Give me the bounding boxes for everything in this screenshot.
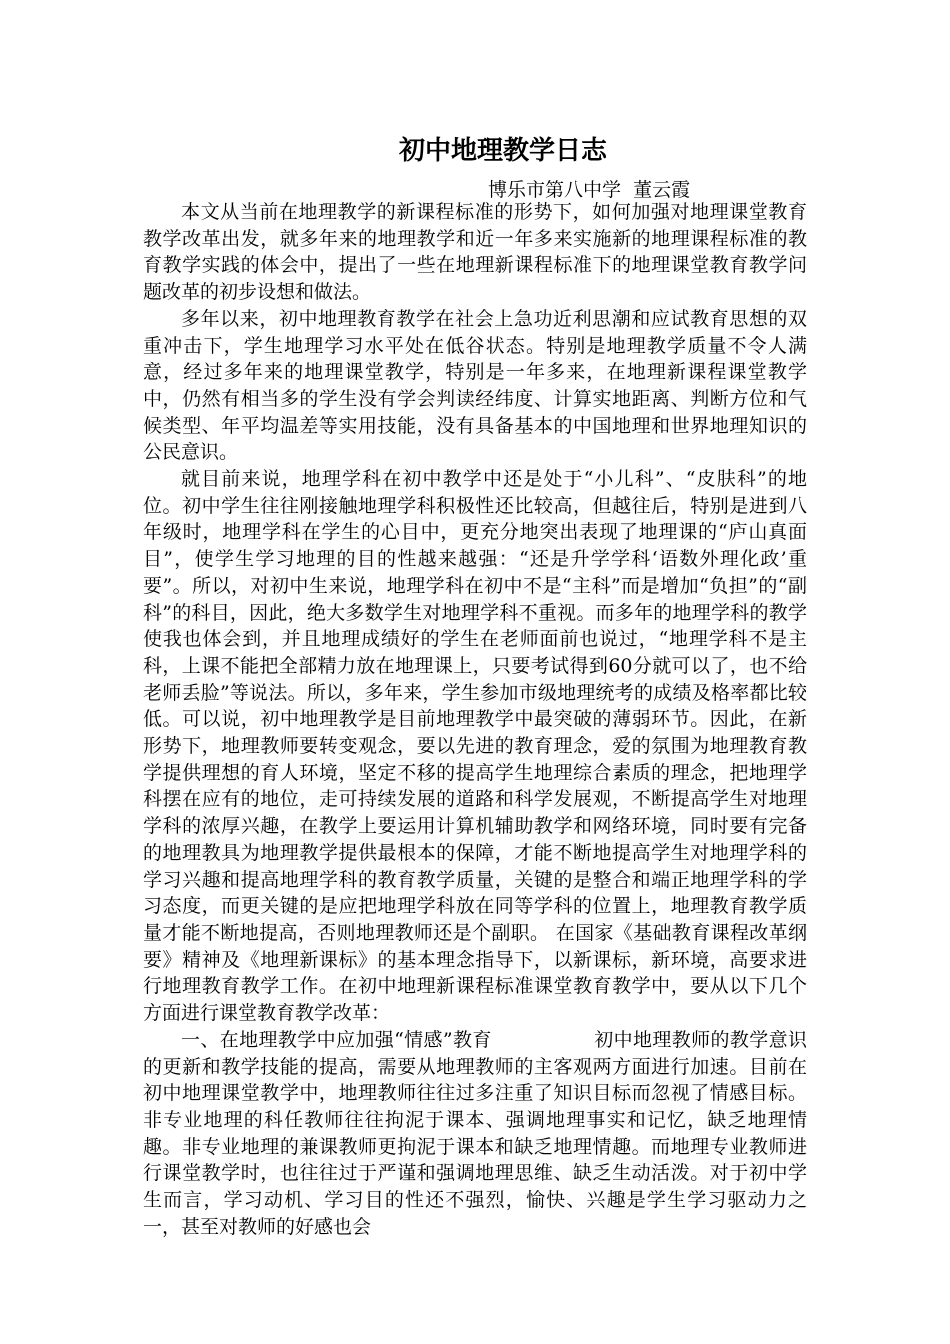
- section-one-heading: 一、在地理教学中应加强“情感”教育: [181, 1028, 492, 1051]
- heading-gap: [492, 1029, 595, 1051]
- author-line: 博乐市第八中学 董云霞: [488, 179, 691, 201]
- paragraph-current-status: 就目前来说，地理学科在初中教学中还是处于“小儿科”、“皮肤科”的地位。初中学生往往刚接触地理学科积极性还比较高，但越往后，特别是进到八年级时，地理学科在学生的心目中，更充分地突出表现了地理课的“庐山真面目”，使学生学习地理的目的性越来越强：“还是升学学科‘语数外理化政’重要”。所以，对初中生来说，地理学科在初中不是“主科”而是增加“负担”的“副科”的科目，因此，绝大多数学生对地理学科不重视。而多年的地理学科的教学使我也体会到，并且地理成绩好的学生在老师面前也说过，“地理学科不是主科，上课不能把全部精力放在地理课上，只要考试得到60分就可以了，也不给老师丢脸”等说法。所以，多年来，学生参加市级地理统考的成绩及格率都比较低。可以说，初中地理教学是目前地理教学中最突破的薄弱环节。因此，在新形势下，地理教师要转变观念，要以先进的教育理念，爱的氛围为地理教育教学提供理想的育人环境，坚定不移的提高学生地理综合素质的理念，把地理学科摆在应有的地位，走可持续发展的道路和科学发展观，不断提高学生对地理学科的浓厚兴趣，在教学上要运用计算机辅助教学和网络环境，同时要有完备的地理教具为地理教学提供最根本的保障，才能不断地提高学生对地理学科的学习兴趣和提高地理学科的教育教学质量，关键的是整合和端正地理学科的学习态度，而更关键的是应把地理学科放在同等学科的位置上，地理教育教学质量才能不断地提高，否则地理教师还是个副职。 在国家《基础教育课程改革纲要》精神及《地理新课标》的基本理念指导下，以新课标，新环境，高要求进行地理教育教学工作。在初中地理新课程标准课堂教育教学中，要从以下几个方面进行课堂教育教学改革：: [143, 468, 807, 1025]
- paragraph-background: 多年以来，初中地理教育教学在社会上急功近利思潮和应试教育思想的双重冲击下，学生地理学习水平处在低谷状态。特别是地理教学质量不令人满意，经过多年来的地理课堂教学，特别是一年多来，在地理新课程课堂教学中，仍然有相当多的学生没有学会判读经纬度、计算实地距离、判断方位和气候类型、年平均温差等实用技能，没有具备基本的中国地理和世界地理知识的公民意识。: [143, 307, 807, 464]
- paragraph-section-one: [143, 1027, 807, 1241]
- paragraph-intro: 本文从当前在地理教学的新课程标准的形势下，如何加强对地理课堂教育教学改革出发，就多年来的地理教学和近一年多来实施新的地理课程标准的教育教学实践的体会中，提出了一些在地理新课程标准下的地理课堂教育教学问题改革的初步设想和做法。: [143, 201, 807, 304]
- section-one-text: 初中地理教师的教学意识的更新和教学技能的提高，需要从地理教师的主客观两方面进行加速。目前在初中地理课堂教学中，地理教师往往过多注重了知识目标而忽视了情感目标。非专业地理的科任教师往往拘泥于课本、强调地理事实和记忆，缺乏地理情趣。非专业地理的兼课教师更拘泥于课本和缺乏地理情趣。而地理专业教师进行课堂教学时，也往往过于严谨和强调地理思维、缺乏生动活泼。对于初中学生而言，学习动机、学习目的性还不强烈，愉快、兴趣是学生学习驱动力之一，甚至对教师的好感也会: [143, 1028, 807, 1238]
- document-body: [143, 199, 807, 1240]
- document-title: 初中地理教学日志: [398, 136, 607, 166]
